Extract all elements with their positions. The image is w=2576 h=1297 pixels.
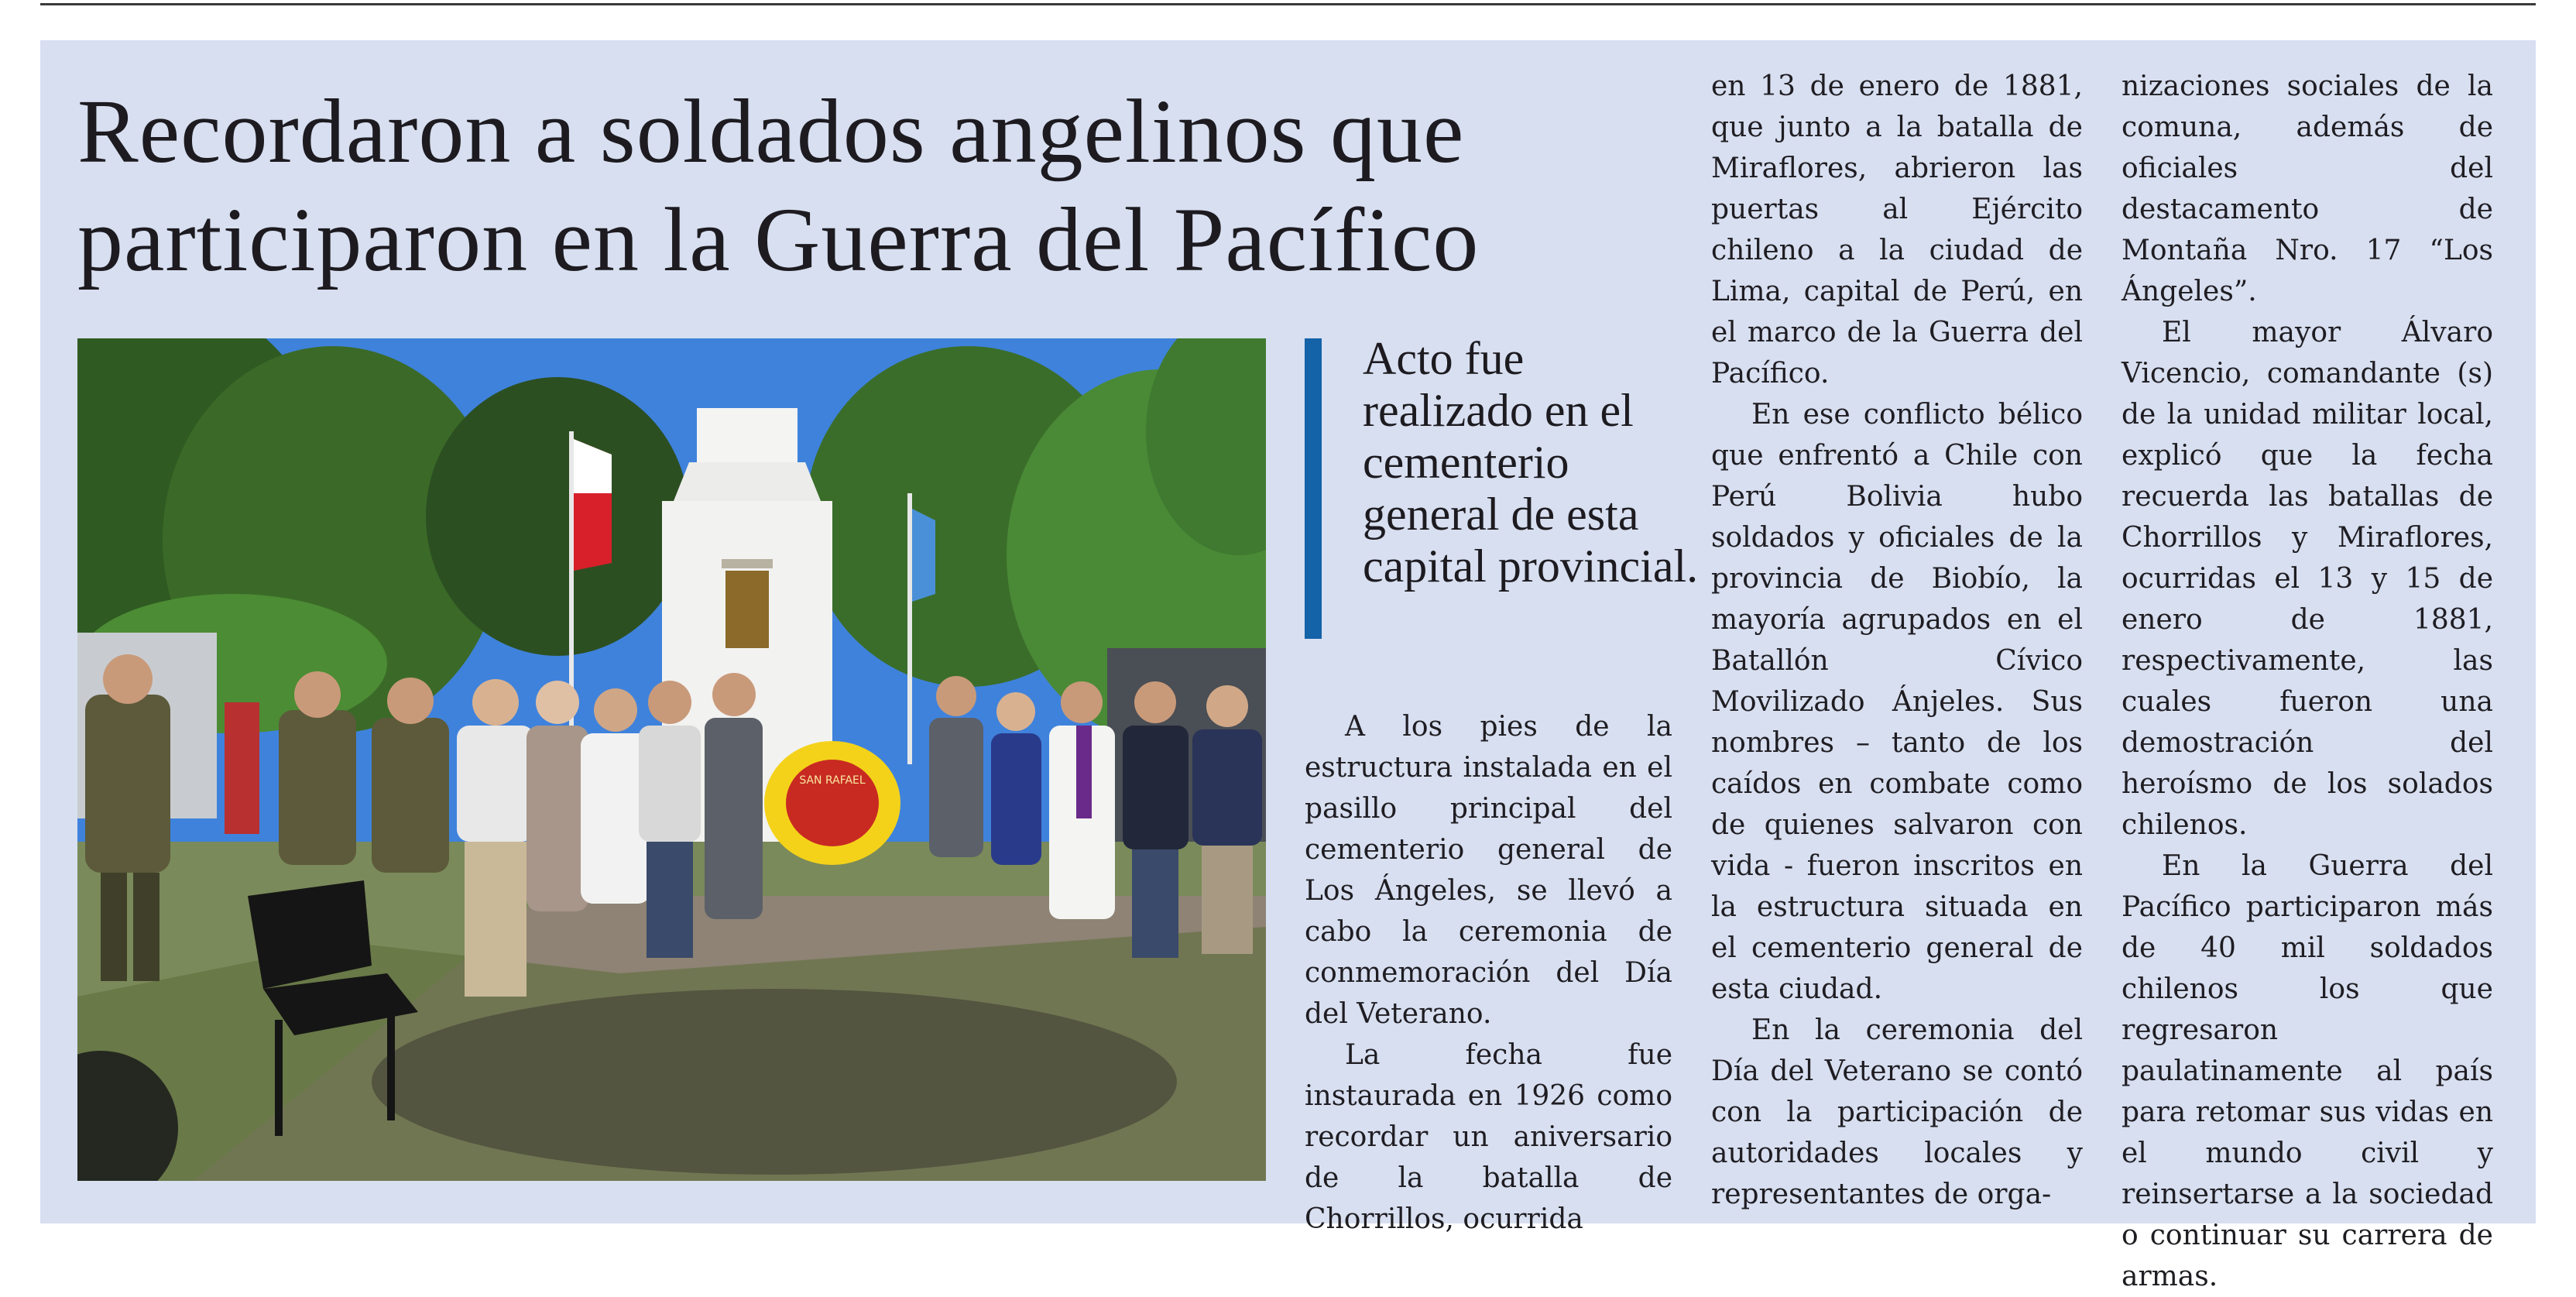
body-column-3	[2122, 66, 2493, 1297]
body-column-2	[1711, 66, 2083, 1215]
body-column-1	[1305, 706, 1672, 1240]
top-rule	[40, 3, 2536, 5]
pull-quote: Acto fue realizado en el cementerio general de esta capital provincial.	[1363, 333, 1699, 592]
ceremony-photo	[77, 338, 1266, 1181]
body-paragraph: en 13 de enero de 1881, que junto a la batalla de Miraflores, abrieron las puertas al Ejército chileno a la ciudad de Lima, capital de Perú, en el marco de la Guerra del Pacífico.	[1711, 70, 2083, 389]
body-paragraph: En la Guerra del Pacífico participaron más de 40 mil soldados chilenos los que regresaron paulatinamente al país para retomar sus vidas en el mundo civil y reinsertarse a la sociedad o continuar su carrera de armas.	[2122, 850, 2493, 1292]
body-paragraph: A los pies de la estructura instalada en el pasillo principal del cementerio general de Los Ángeles, se llevó a cabo la ceremonia de conmemoración del Día del Veterano.	[1305, 711, 1672, 1030]
ceremony-photo-illustration	[77, 338, 1266, 1181]
body-paragraph: En la ceremonia del Día del Veterano se contó con la participación de autoridades locales y representantes de orga-	[1711, 1014, 2083, 1210]
body-paragraph: La fecha fue instaurada en 1926 como recordar un aniversario de la batalla de Chorrillos, ocurrida	[1305, 1039, 1672, 1235]
pull-quote-accent-bar	[1305, 338, 1322, 639]
body-paragraph: En ese conflicto bélico que enfrentó a Chile con Perú Bolivia hubo soldados y oficiales de la provincia de Biobío, la mayoría agrupados en el Batallón Cívico Movilizado Ánjeles. Sus nombres – tanto de los caídos en combate como de quienes salvaron con vida - fueron inscritos en la estructura situada en el cementerio general de esta ciudad.	[1711, 399, 2083, 1005]
body-paragraph: nizaciones sociales de la comuna, además de oficiales del destacamento de Montaña Nro. 17 “Los Ángeles”.	[2122, 70, 2493, 307]
body-paragraph: El mayor Álvaro Vicencio, comandante (s) de la unidad militar local, explicó que la fecha recuerda las batallas de Chorrillos y Miraflores, ocurridas el 13 y 15 de enero de 1881, respectivamente, las cuales fueron una demostración del heroísmo de los solados chilenos.	[2122, 317, 2493, 841]
headline: Recordaron a soldados angelinos que participaron en la Guerra del Pacífico	[77, 81, 1480, 290]
wreath-label: SAN RAFAEL	[799, 774, 866, 787]
